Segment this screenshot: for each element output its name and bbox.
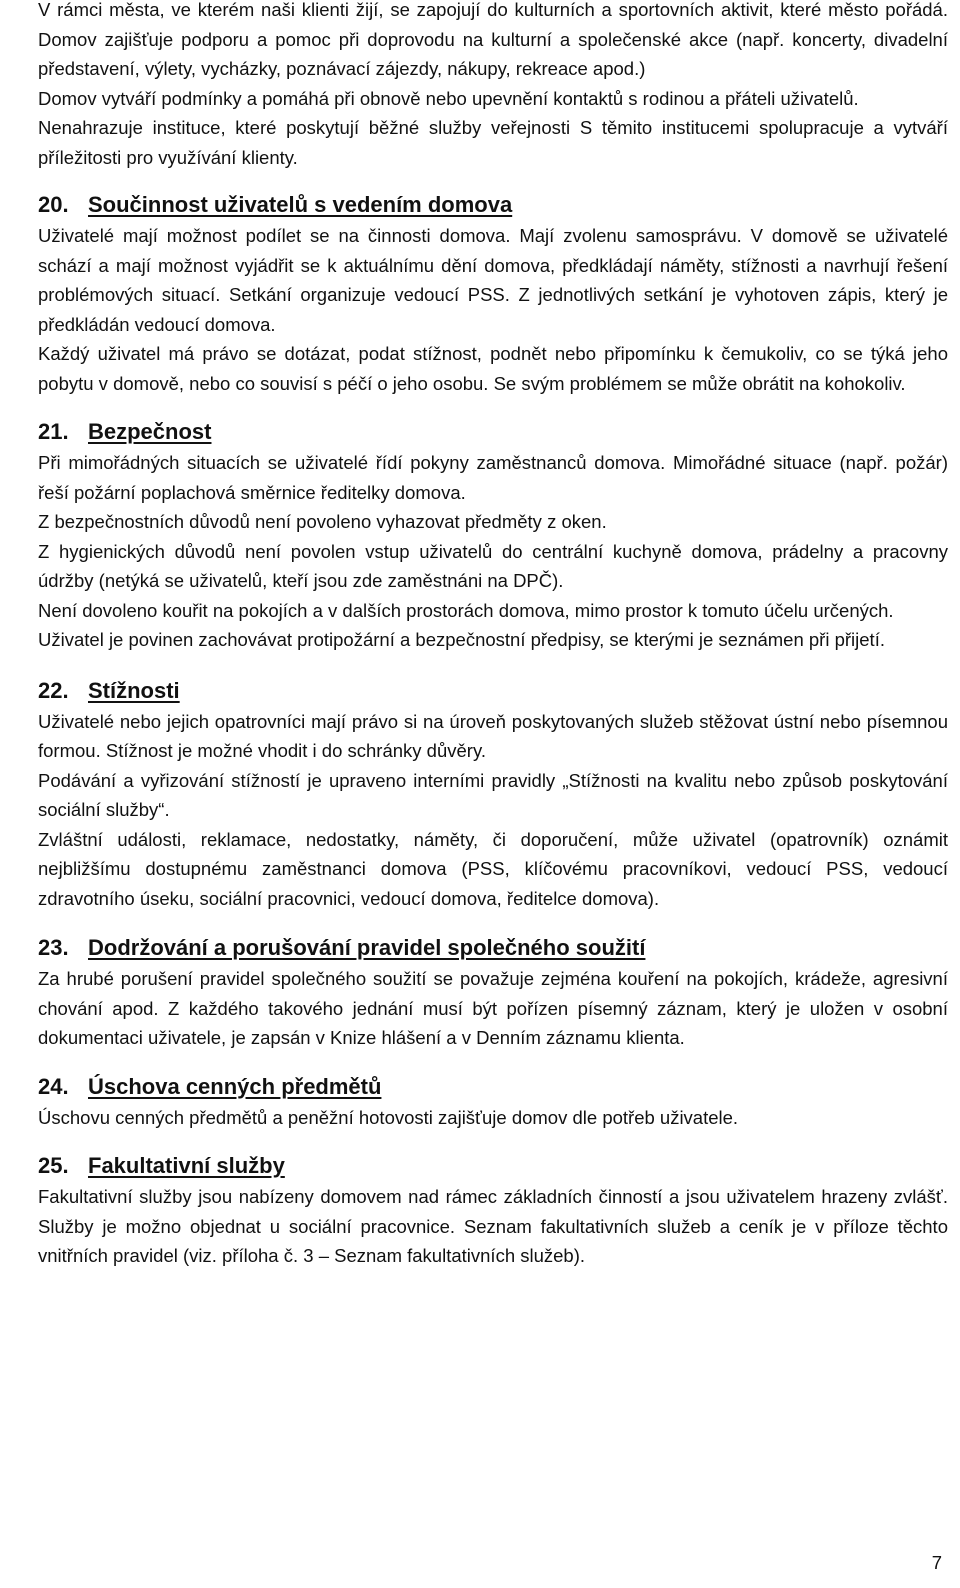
- section-paragraph: Zvláštní události, reklamace, nedostatky, náměty, či doporučení, může uživatel (opatrovník) oznámit nejbližšímu dostupnému zaměstnanci domova (PSS, klíčovému pracovníkovi, vedoucí PSS, vedoucí zdravotního úseku, sociální pracovnici, vedoucí domova, ředitelce domova).: [38, 828, 948, 909]
- section-number: 21.: [38, 419, 69, 444]
- section-paragraph: Při mimořádných situacích se uživatelé řídí pokyny zaměstnanců domova. Mimořádné situace (např. požár) řeší požární poplachová směrnice ředitelky domova.: [38, 452, 948, 503]
- section-heading: [38, 1072, 948, 1102]
- section-title: Úschova cenných předmětů: [88, 1073, 382, 1099]
- intro-paragraph: V rámci města, ve kterém naši klienti žijí, se zapojují do kulturních a sportovních aktivit, které město pořádá. Domov zajišťuje podporu a pomoc při doprovodu na kulturní a společenské akce (např. koncerty, divadelní představení, výlety, vycházky, poznávací zájezdy, nákupy, rekreace apod.): [38, 0, 948, 79]
- section-heading: [38, 1151, 948, 1181]
- section-paragraph: Uživatelé mají možnost podílet se na činnosti domova. Mají zvolenu samosprávu. V domově se uživatelé schází a mají možnost vyjádřit se k aktuálnímu dění domova, předkládají náměty, stížnosti a navrhují řešení problémových situací. Setkání organizuje vedoucí PSS. Z jednotlivých setkání je vyhotoven zápis, který je předkládán vedoucí domova.: [38, 225, 948, 335]
- section-paragraph: Není dovoleno kouřit na pokojích a v dalších prostorách domova, mimo prostor k tomuto účelu určených.: [38, 599, 894, 621]
- section-title: Fakultativní služby: [88, 1153, 285, 1178]
- section-21: [38, 417, 948, 655]
- section-number: 22.: [38, 677, 69, 703]
- document-page: [38, 0, 948, 1271]
- section-23: [38, 933, 948, 1053]
- section-heading: [38, 417, 948, 447]
- section-paragraph: Z hygienických důvodů není povolen vstup uživatelů do centrální kuchyně domova, prádelny a pracovny údržby (netýká se uživatelů, kteří jsou zde zaměstnáni na DPČ).: [38, 540, 948, 591]
- section-25: [38, 1151, 948, 1271]
- section-paragraph: Uživatel je povinen zachovávat protipožární a bezpečnostní předpisy, se kterými je seznámen při přijetí.: [38, 629, 885, 650]
- section-paragraph: Fakultativní služby jsou nabízeny domovem nad rámec základních činností a jsou uživatelem hrazeny zvlášť. Služby je možno objednat u sociální pracovnice. Seznam fakultativních služeb a ceník je v příloze těchto vnitřních pravidel (viz. příloha č. 3 – Seznam fakultativních služeb).: [38, 1186, 948, 1266]
- section-paragraph: Uživatelé nebo jejich opatrovníci mají právo si na úroveň poskytovaných služeb stěžovat ústní nebo písemnou formou. Stížnost je možné vhodit i do schránky důvěry.: [38, 710, 948, 761]
- intro-paragraph: Nenahrazuje instituce, které poskytují běžné služby veřejnosti S těmito institucemi spolupracuje a vytváří příležitosti pro využívání klienty.: [38, 117, 948, 168]
- page-number: 7: [931, 1552, 942, 1573]
- section-22: [38, 676, 948, 914]
- section-number: 20.: [38, 192, 69, 217]
- intro-block: [38, 0, 948, 172]
- section-heading: [38, 676, 948, 706]
- section-paragraph: Každý uživatel má právo se dotázat, podat stížnost, podnět nebo připomínku k čemukoliv, co se týká jeho pobytu v domově, nebo co souvisí s péčí o jeho osobu. Se svým problémem se může obrátit na kohokoliv.: [38, 343, 948, 394]
- section-heading: [38, 933, 948, 963]
- section-heading: [38, 190, 948, 220]
- section-20: [38, 190, 948, 398]
- section-title: Stížnosti: [88, 677, 180, 703]
- section-24: [38, 1072, 948, 1133]
- intro-paragraph: Domov vytváří podmínky a pomáhá při obnově nebo upevnění kontaktů s rodinou a přáteli uživatelů.: [38, 87, 859, 109]
- section-paragraph: Úschovu cenných předmětů a peněžní hotovosti zajišťuje domov dle potřeb uživatele.: [38, 1106, 739, 1128]
- section-number: 24.: [38, 1073, 69, 1099]
- section-title: Bezpečnost: [88, 419, 212, 444]
- section-number: 25.: [38, 1153, 69, 1178]
- section-paragraph: Podávání a vyřizování stížností je upraveno interními pravidly „Stížnosti na kvalitu nebo způsob poskytování sociální služby“.: [38, 769, 948, 820]
- section-number: 23.: [38, 935, 69, 960]
- section-title: Součinnost uživatelů s vedením domova: [88, 192, 513, 217]
- section-paragraph: Za hrubé porušení pravidel společného soužití se považuje zejména kouření na pokojích, krádeže, agresivní chování apod. Z každého takového jednání musí být pořízen písemný záznam, který je uložen v osobní dokumentaci uživatele, je zapsán v Knize hlášení a v Denním záznamu klienta.: [38, 968, 948, 1048]
- section-title: Dodržování a porušování pravidel společného soužití: [88, 935, 646, 960]
- section-paragraph: Z bezpečnostních důvodů není povoleno vyhazovat předměty z oken.: [38, 511, 607, 532]
